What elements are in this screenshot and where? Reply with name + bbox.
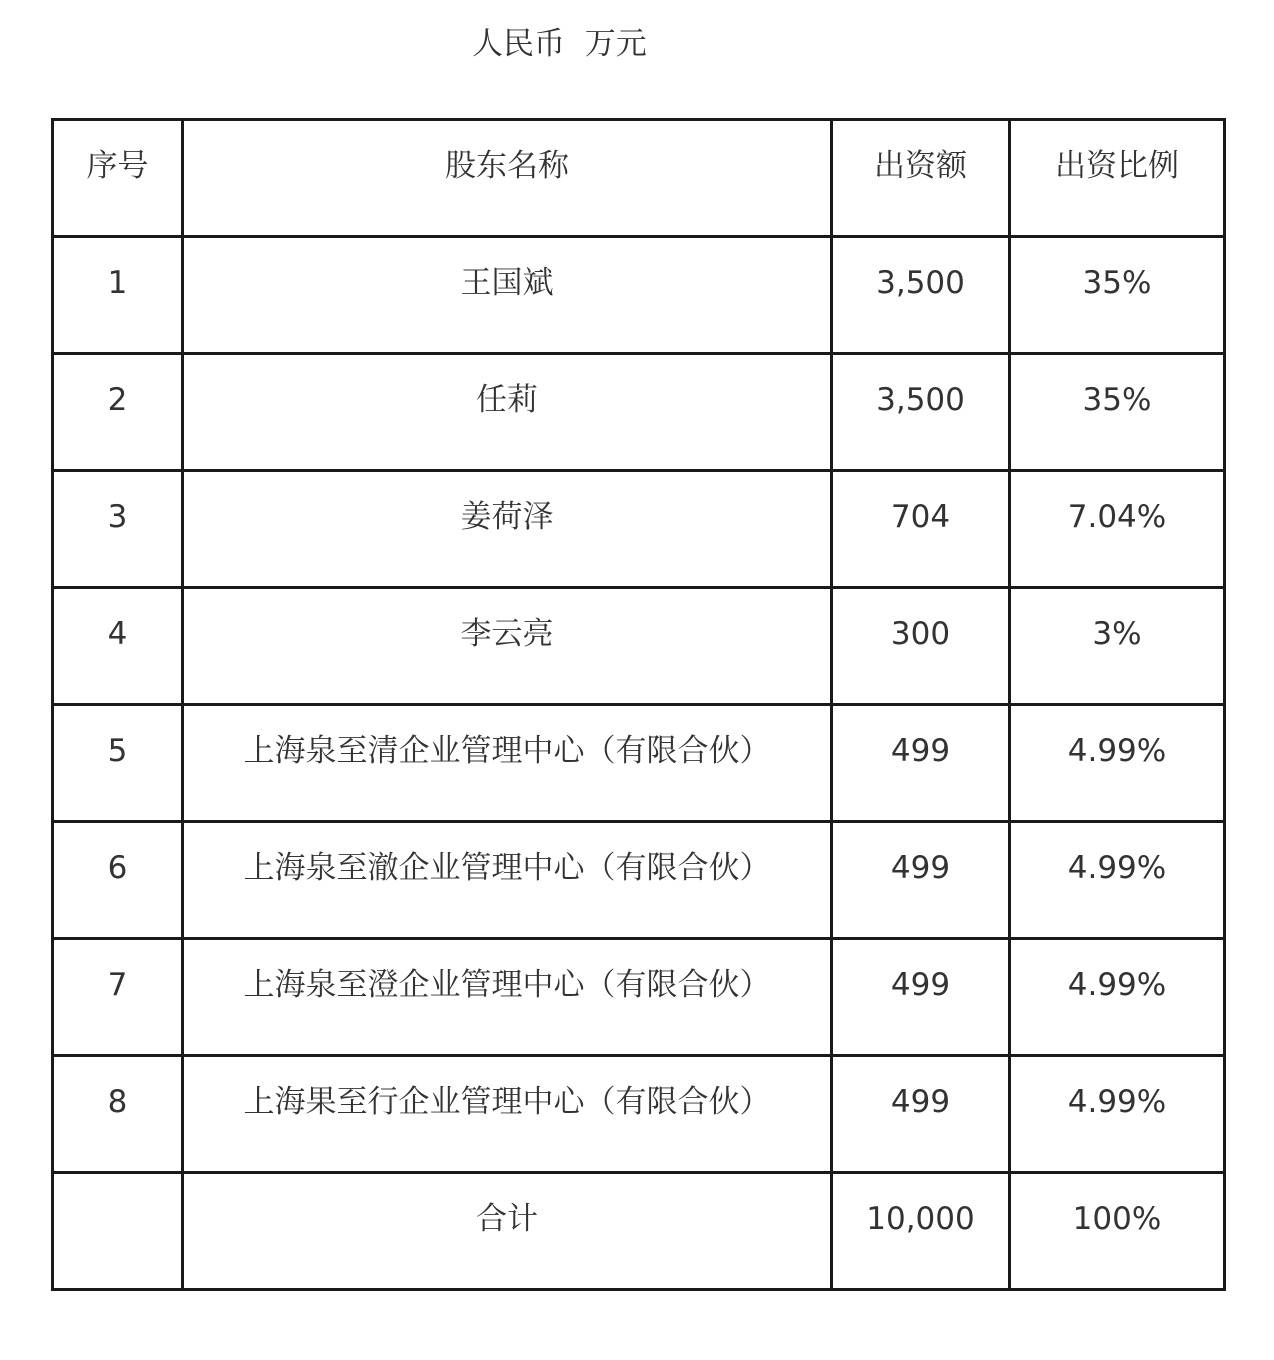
total-ratio: 100% (1072, 1201, 1162, 1237)
cell-name (183, 1056, 832, 1173)
row-no: 7 (107, 967, 128, 1003)
cell-no (53, 471, 183, 588)
cell-amount (832, 354, 1010, 471)
cell-name (183, 588, 832, 705)
table-row (53, 705, 1225, 822)
cell-amount (832, 237, 1010, 354)
cell-ratio (1010, 354, 1225, 471)
header-cell-ratio (1010, 120, 1225, 237)
cell-ratio (1010, 822, 1225, 939)
shareholder-name: 任莉 (476, 382, 538, 418)
shareholder-name: 王国斌 (460, 265, 554, 301)
contribution-ratio: 7.04% (1067, 499, 1167, 535)
header-cell-name (183, 120, 832, 237)
cell-ratio (1010, 939, 1225, 1056)
cell-amount (832, 1056, 1010, 1173)
cell-amount (832, 939, 1010, 1056)
cell-no (53, 1056, 183, 1173)
contribution-amount: 300 (890, 616, 951, 652)
row-no: 1 (107, 265, 128, 301)
header-name-label: 股东名称 (445, 148, 569, 184)
cell-name (183, 939, 832, 1056)
cell-no (53, 822, 183, 939)
row-no: 5 (107, 733, 128, 769)
cell-name (183, 822, 832, 939)
currency-unit-label: 人民币 万元 (472, 26, 647, 62)
cell-amount (832, 471, 1010, 588)
total-cell-ratio (1010, 1173, 1225, 1290)
cell-no (53, 588, 183, 705)
contribution-amount: 3,500 (876, 265, 965, 301)
cell-name (183, 471, 832, 588)
cell-amount (832, 822, 1010, 939)
contribution-amount: 499 (890, 967, 951, 1003)
contribution-ratio: 35% (1082, 265, 1152, 301)
row-no: 6 (107, 850, 128, 886)
cell-ratio (1010, 705, 1225, 822)
contribution-ratio: 4.99% (1067, 733, 1167, 769)
row-no: 3 (107, 499, 128, 535)
cell-no (53, 237, 183, 354)
shareholder-name: 姜荷泽 (460, 499, 554, 535)
contribution-ratio: 4.99% (1067, 850, 1167, 886)
cell-no (53, 354, 183, 471)
total-cell-no (53, 1173, 183, 1290)
cell-ratio (1010, 471, 1225, 588)
total-cell-amount (832, 1173, 1010, 1290)
cell-no (53, 939, 183, 1056)
cell-amount (832, 705, 1010, 822)
contribution-amount: 499 (890, 733, 951, 769)
cell-name (183, 705, 832, 822)
contribution-ratio: 35% (1082, 382, 1152, 418)
shareholder-table (51, 118, 1226, 1291)
header-ratio-label: 出资比例 (1055, 148, 1179, 184)
table-header-row (53, 120, 1225, 237)
cell-name (183, 354, 832, 471)
contribution-ratio: 4.99% (1067, 1084, 1167, 1120)
contribution-ratio: 4.99% (1067, 967, 1167, 1003)
shareholder-name: 上海泉至澈企业管理中心（有限合伙） (243, 850, 771, 886)
shareholder-name: 上海泉至澄企业管理中心（有限合伙） (243, 967, 771, 1003)
cell-name (183, 237, 832, 354)
table-row (53, 354, 1225, 471)
header-cell-no (53, 120, 183, 237)
table-row (53, 237, 1225, 354)
cell-ratio (1010, 237, 1225, 354)
total-no (54, 1174, 181, 1199)
row-no: 8 (107, 1084, 128, 1120)
shareholder-name: 上海果至行企业管理中心（有限合伙） (243, 1084, 771, 1120)
cell-ratio (1010, 588, 1225, 705)
contribution-amount: 499 (890, 850, 951, 886)
header-cell-amount (832, 120, 1010, 237)
shareholder-name: 李云亮 (460, 616, 554, 652)
contribution-amount: 3,500 (876, 382, 965, 418)
row-no: 2 (107, 382, 128, 418)
cell-amount (832, 588, 1010, 705)
header-no-label: 序号 (86, 148, 149, 184)
shareholder-name: 上海泉至清企业管理中心（有限合伙） (243, 733, 771, 769)
cell-no (53, 705, 183, 822)
table-row (53, 822, 1225, 939)
table-total-row (53, 1173, 1225, 1290)
table-row (53, 1056, 1225, 1173)
contribution-ratio: 3% (1092, 616, 1142, 652)
total-cell-name (183, 1173, 832, 1290)
contribution-amount: 704 (890, 499, 951, 535)
row-no: 4 (107, 616, 128, 652)
total-amount: 10,000 (866, 1201, 975, 1237)
table-row (53, 939, 1225, 1056)
table-row (53, 588, 1225, 705)
cell-ratio (1010, 1056, 1225, 1173)
total-label: 合计 (476, 1201, 538, 1237)
header-amount-label: 出资额 (874, 148, 967, 184)
contribution-amount: 499 (890, 1084, 951, 1120)
table-row (53, 471, 1225, 588)
